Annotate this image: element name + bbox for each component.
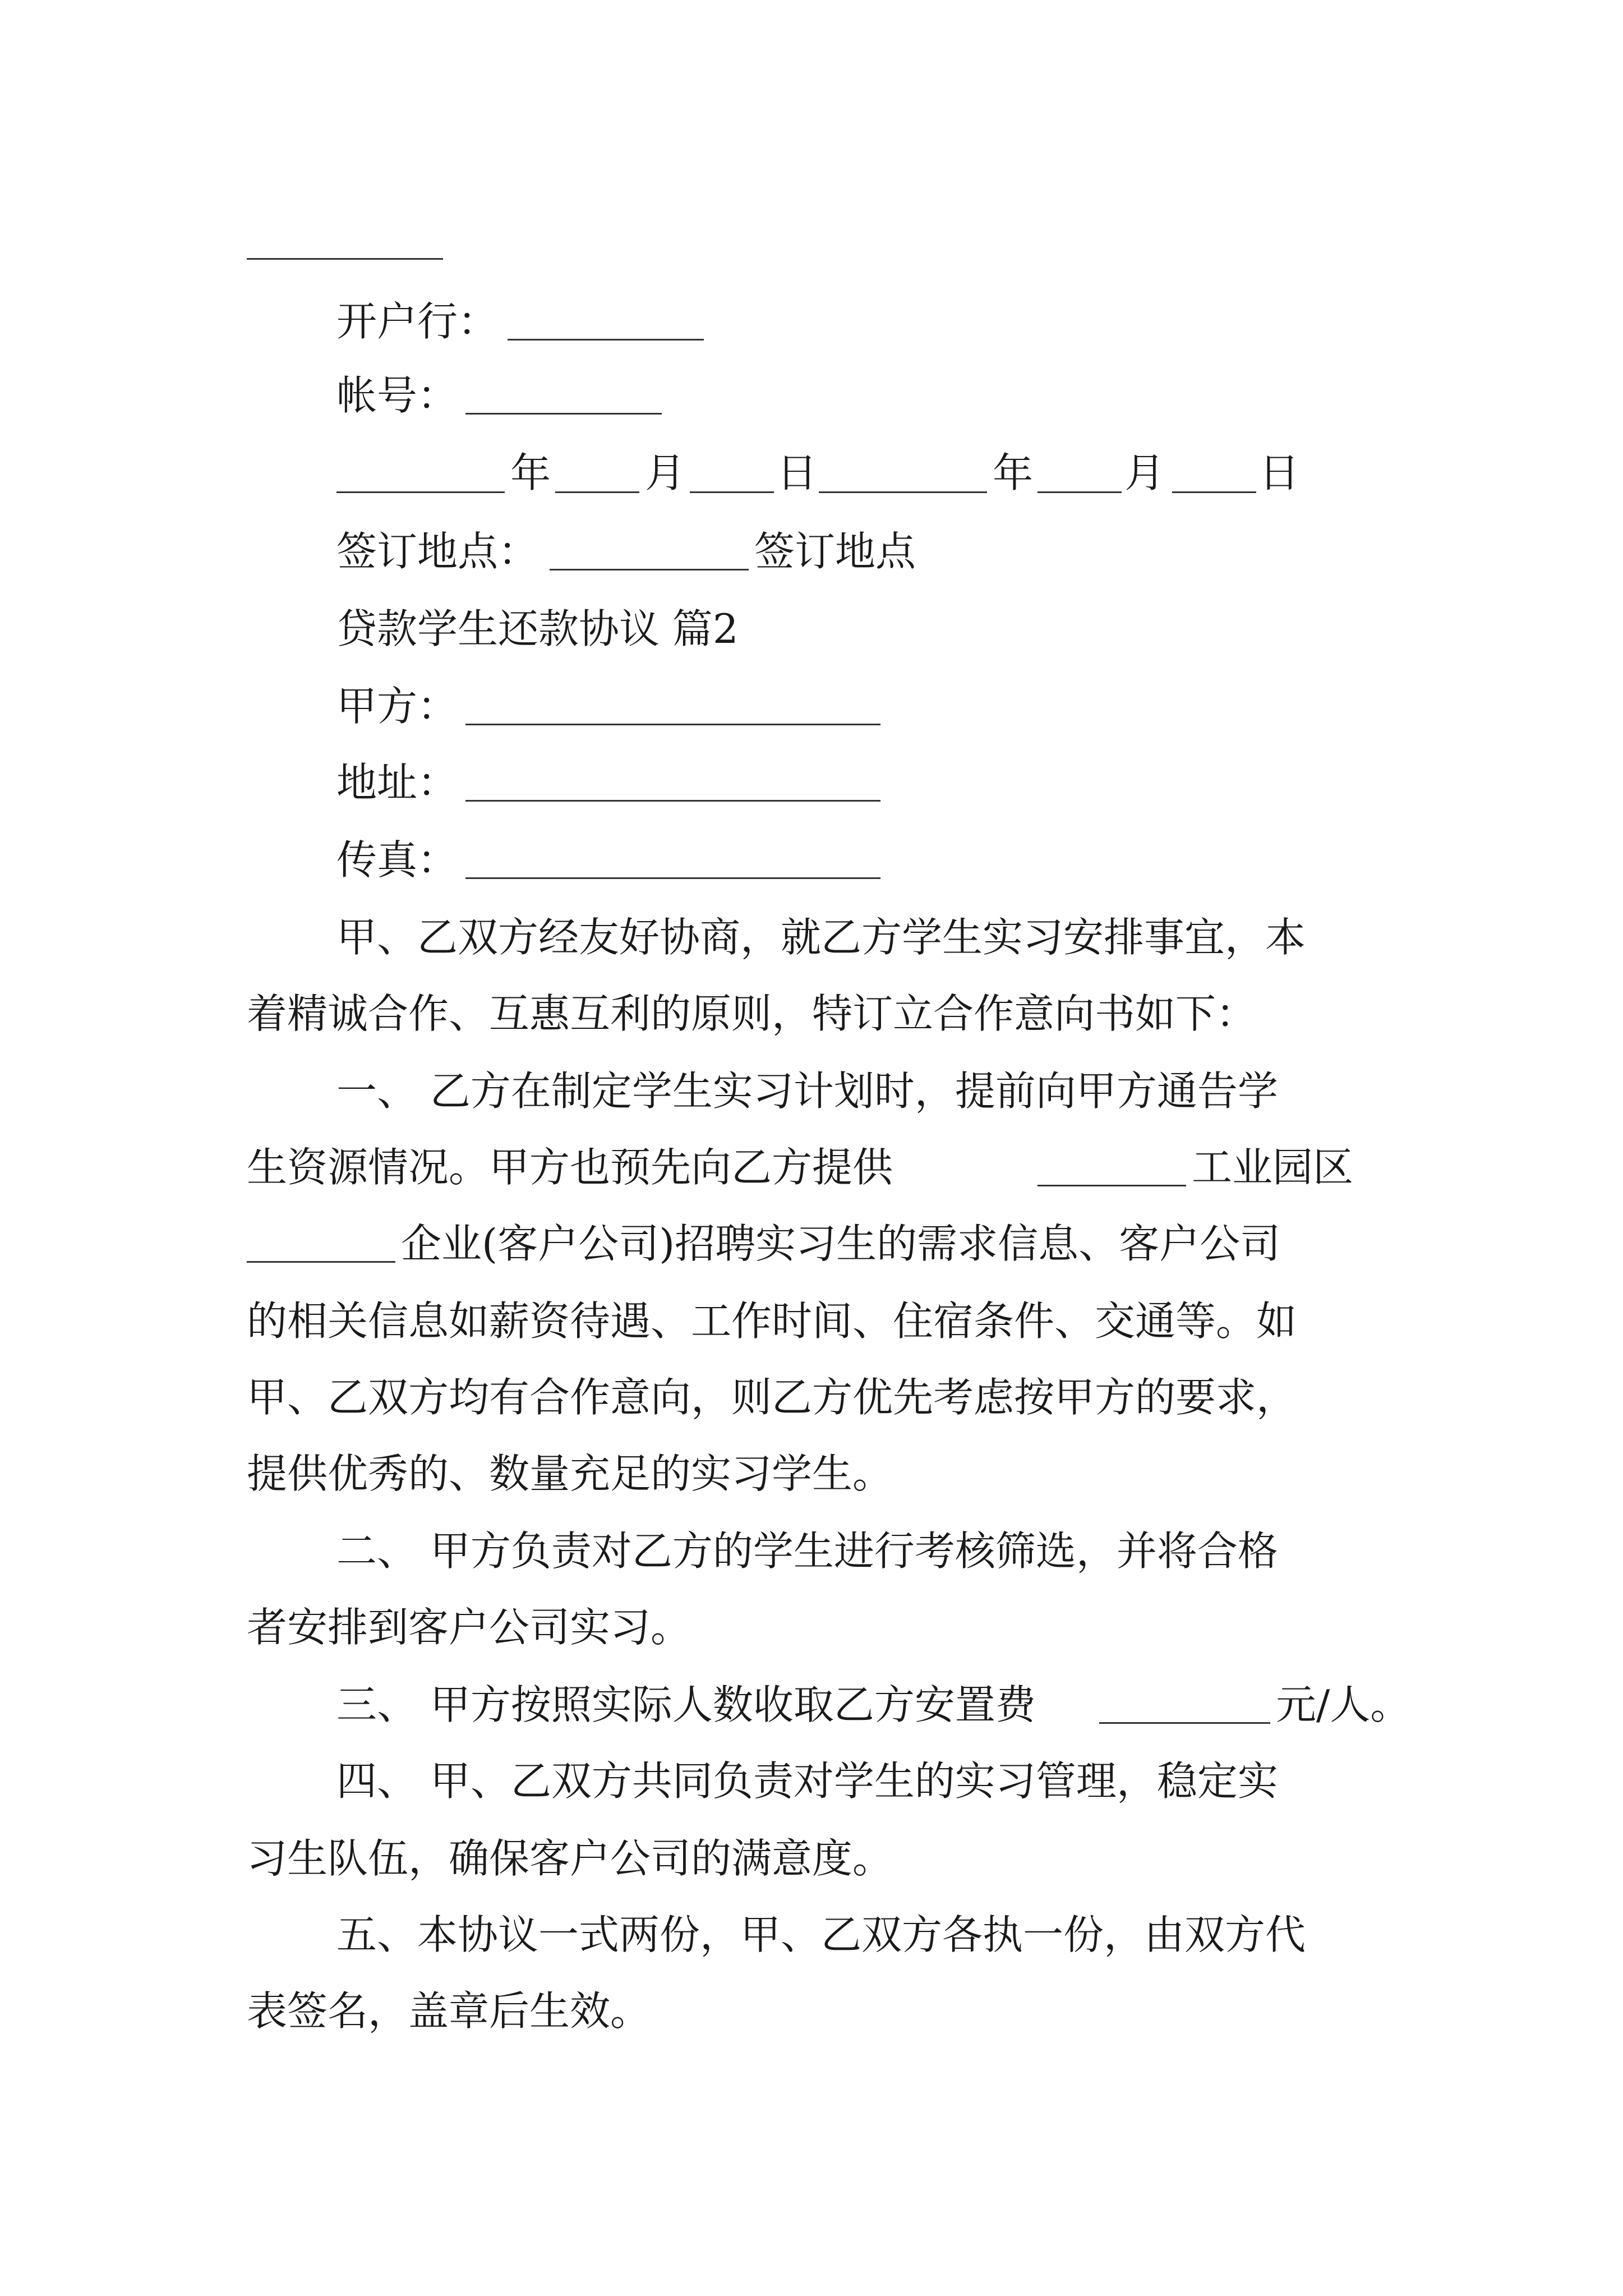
clause-1-line-1 — [0, 1055, 1623, 1128]
clause-3-text-1b: 元/人。 — [1276, 1681, 1411, 1728]
clause-2-line-2 — [0, 1591, 1623, 1664]
clause-5-text-2: 表签名，盖章后生效。 — [247, 1987, 651, 2035]
fax-blank — [465, 877, 880, 879]
clause-2-line-1 — [0, 1515, 1623, 1588]
clause-1-line-4 — [0, 1285, 1623, 1358]
day-1-blank — [690, 491, 774, 493]
party-a-blank — [465, 724, 880, 725]
place-suffix: 签订地点 — [754, 528, 916, 575]
account-label: 帐号： — [336, 372, 458, 419]
account-blank — [465, 413, 662, 415]
clause-5-line-1 — [0, 1898, 1623, 1971]
clause-1-line-3 — [0, 1207, 1623, 1280]
bank-row — [0, 285, 1623, 358]
party-a-label: 甲方： — [336, 683, 458, 730]
section-heading-row — [0, 592, 1623, 665]
clause-4-line-1 — [0, 1745, 1623, 1818]
year-1: 年 — [510, 449, 551, 496]
clause-1-line-6 — [0, 1437, 1623, 1510]
clause-1-text-2b: 工业园区 — [1192, 1144, 1354, 1191]
intro-text-2: 着精诚合作、互惠互利的原则，特订立合作意向书如下： — [247, 990, 1257, 1037]
clause-1-text-1: 一、 乙方在制定学生实习计划时，提前向甲方通告学 — [336, 1068, 1278, 1115]
clause-4-text-2: 习生队伍，确保客户公司的满意度。 — [247, 1835, 893, 1882]
address-row — [0, 746, 1623, 819]
clause-5-text-1: 五、本协议一式两份，甲、乙双方各执一份，由双方代 — [336, 1911, 1306, 1958]
clause-2-text-2: 者安排到客户公司实习。 — [247, 1604, 691, 1651]
address-label: 地址： — [336, 759, 458, 806]
clause-1-line-2 — [0, 1131, 1623, 1204]
clause-4-text-1: 四、 甲、乙双方共同负责对学生的实习管理，稳定实 — [336, 1757, 1278, 1805]
clause-1-text-3: 企业(客户公司)招聘实习生的需求信息、客户公司 — [401, 1220, 1281, 1267]
clause-3-line-1 — [0, 1668, 1623, 1741]
party-a-row — [0, 670, 1623, 743]
bank-label: 开户行： — [336, 298, 499, 345]
clause-3-text-1a: 三、 甲方按照实际人数收取乙方安置费 — [336, 1681, 1036, 1728]
clause-1-text-6: 提供优秀的、数量充足的实习学生。 — [247, 1450, 893, 1497]
fax-row — [0, 823, 1623, 896]
date-row — [0, 436, 1623, 509]
fee-blank — [1099, 1722, 1270, 1724]
section-heading: 贷款学生还款协议 篇2 — [336, 605, 739, 652]
top-blank-line — [247, 258, 443, 260]
enterprise-blank — [247, 1261, 395, 1263]
month-2: 月 — [1124, 449, 1165, 496]
clause-5-line-2 — [0, 1975, 1623, 2047]
clause-1-text-2a: 生资源情况。甲方也预先向乙方提供 — [247, 1144, 893, 1191]
clause-2-text-1: 二、 甲方负责对乙方的学生进行考核筛选，并将合格 — [336, 1527, 1278, 1575]
bank-blank — [508, 339, 704, 341]
place-blank — [550, 569, 749, 570]
intro-line-2 — [0, 977, 1623, 1050]
year-2: 年 — [993, 449, 1034, 496]
day-2-blank — [1172, 491, 1256, 493]
supplier-blank — [1038, 1185, 1186, 1186]
clause-1-text-5: 甲、乙双方均有合作意向，则乙方优先考虑按甲方的要求， — [247, 1374, 1297, 1421]
account-row — [0, 359, 1623, 432]
day-2: 日 — [1259, 449, 1300, 496]
place-label: 签订地点： — [336, 528, 539, 575]
day-1: 日 — [777, 449, 818, 496]
year-2-blank — [819, 491, 987, 493]
year-1-blank — [336, 491, 505, 493]
clause-4-line-2 — [0, 1822, 1623, 1895]
place-row — [0, 515, 1623, 588]
address-blank — [465, 800, 880, 802]
clause-1-line-5 — [0, 1361, 1623, 1434]
month-2-blank — [1038, 491, 1122, 493]
intro-line-1 — [0, 901, 1623, 974]
fax-label: 传真： — [336, 836, 458, 884]
clause-1-text-4: 的相关信息如薪资待遇、工作时间、住宿条件、交通等。如 — [247, 1297, 1297, 1345]
month-1: 月 — [645, 449, 686, 496]
month-1-blank — [555, 491, 639, 493]
intro-text-1: 甲、乙双方经友好协商，就乙方学生实习安排事宜，本 — [336, 914, 1306, 961]
